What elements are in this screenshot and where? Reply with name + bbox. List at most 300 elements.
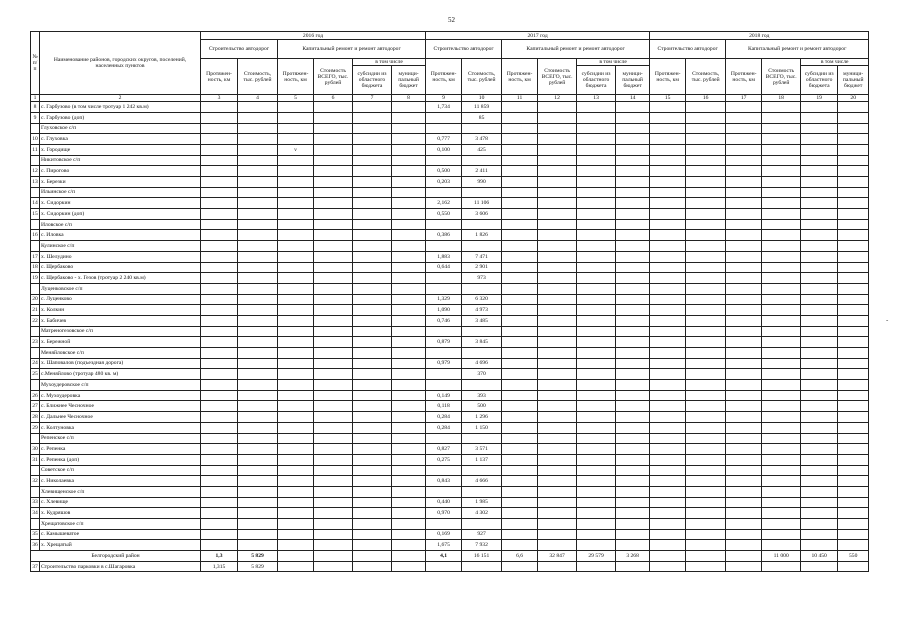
cell-col-12 [538,454,577,465]
cell [762,486,801,497]
cell-col-7 [353,198,392,209]
cell-col-20 [838,508,869,519]
section-name: Никитовское с/п [40,155,201,166]
cell-col-12 [538,273,577,284]
row-number [31,465,40,476]
cell [686,219,726,230]
cell-col-4 [238,102,278,113]
cell-col-15 [650,444,686,455]
cell [314,519,353,530]
cell-col-10: 1 826 [462,230,502,241]
cell [201,241,238,252]
cell [538,380,577,391]
cell-col-8 [392,444,426,455]
table-row [31,444,869,455]
cell-col-12 [538,305,577,316]
cell-col-14 [616,444,650,455]
cell-col-16 [686,209,726,220]
cell [238,348,278,359]
cell-col-10: 500 [462,401,502,412]
row-number: 36 [31,540,40,551]
cell-col-6 [314,230,353,241]
settlement-name: с. Камышеватое [40,529,201,540]
cell-col-15 [650,508,686,519]
cell-col-16 [686,551,726,562]
cell-col-11 [502,369,538,380]
cell-col-14 [616,315,650,326]
cell-col-18 [762,561,801,572]
column-number: 20 [838,95,869,102]
settlement-name: с. Глуховка [40,134,201,145]
cell-col-17 [726,529,762,540]
cell-col-11 [502,134,538,145]
cell [577,187,616,198]
table-row [31,166,869,177]
cell-col-20 [838,529,869,540]
cell [392,380,426,391]
section-name: Кулинское с/п [40,241,201,252]
row-number: 16 [31,230,40,241]
cell [538,283,577,294]
cell-col-13 [577,144,616,155]
cell-col-18 [762,529,801,540]
cell [462,187,502,198]
cell-col-17 [726,166,762,177]
cell [762,187,801,198]
cell-col-9 [426,369,462,380]
cell-col-11 [502,529,538,540]
cell [686,155,726,166]
cell-col-6 [314,422,353,433]
cell [616,123,650,134]
cell-col-8 [392,551,426,562]
row-number: 32 [31,476,40,487]
cell-col-7 [353,454,392,465]
row-number [31,433,40,444]
cell-col-16 [686,315,726,326]
cell-col-3 [201,508,238,519]
cell-col-11 [502,294,538,305]
section-name: Хлевищенское с/п [40,486,201,497]
cell-col-20 [838,273,869,284]
cell [726,123,762,134]
cell-col-4 [238,508,278,519]
row-number: 30 [31,444,40,455]
cell-col-9 [426,112,462,123]
cell-col-9: 0,275 [426,454,462,465]
cell [502,519,538,530]
cell-col-7 [353,166,392,177]
settlement-name: х. Сидоркин (доп) [40,209,201,220]
cell-col-4 [238,315,278,326]
cell-col-9: 0,118 [426,401,462,412]
cell-col-19 [801,209,838,220]
cell [201,465,238,476]
cell [353,155,392,166]
cell-col-19 [801,112,838,123]
row-number: 29 [31,422,40,433]
cell-col-14 [616,273,650,284]
header-capital-2016: Капитальный ремонт и ремонт автодорог [278,40,426,59]
cell-col-10: 85 [462,112,502,123]
section-name: Советское с/п [40,465,201,476]
cell-col-15 [650,561,686,572]
cell-col-12 [538,369,577,380]
row-number: 11 [31,144,40,155]
cell-col-6 [314,540,353,551]
cell-col-7 [353,144,392,155]
cell-col-10: 3 485 [462,315,502,326]
header-cost-total: Стоимость ВСЕГО, тыс. рублей [314,59,353,95]
cell [353,283,392,294]
cell-col-20 [838,262,869,273]
cell-col-12 [538,497,577,508]
cell [838,283,869,294]
cell-col-4 [238,305,278,316]
table-row [31,454,869,465]
column-number: 11 [502,95,538,102]
cell-col-4 [238,369,278,380]
settlement-name: с. Николаевка [40,476,201,487]
cell [801,519,838,530]
cell [650,465,686,476]
cell-col-18 [762,209,801,220]
cell-col-8 [392,262,426,273]
header-year-2017: 2017 год [426,32,650,40]
cell-col-5 [278,134,314,145]
settlement-name: с. Ближнее Чесночное [40,401,201,412]
header-length: Протяжен-ность, км [650,59,686,95]
cell-col-13 [577,369,616,380]
row-number [31,348,40,359]
cell-col-20: 550 [838,551,869,562]
settlement-name: х. Березки [40,177,201,188]
cell-col-3: 1,3 [201,551,238,562]
cell-col-10: 393 [462,390,502,401]
cell-col-20 [838,422,869,433]
cell-col-3 [201,294,238,305]
section-name: Ильинское с/п [40,187,201,198]
cell-col-20 [838,251,869,262]
cell-col-4 [238,529,278,540]
cell-col-5 [278,369,314,380]
cell [616,326,650,337]
cell-col-15 [650,540,686,551]
cell-col-13 [577,198,616,209]
cell-col-11 [502,337,538,348]
cell-col-17 [726,177,762,188]
cell-col-13 [577,305,616,316]
cell [392,241,426,252]
cell-col-18 [762,102,801,113]
cell-col-8 [392,198,426,209]
cell-col-5 [278,177,314,188]
cell [353,486,392,497]
header-cost: Стоимость, тыс. рублей [238,59,278,95]
cell-col-13 [577,273,616,284]
cell-col-20 [838,390,869,401]
cell [762,465,801,476]
cell-col-9: 0,979 [426,358,462,369]
cell-col-12 [538,230,577,241]
cell-col-19 [801,422,838,433]
cell-col-7 [353,112,392,123]
cell [650,519,686,530]
cell-col-18 [762,444,801,455]
cell [426,241,462,252]
cell-col-12 [538,262,577,273]
cell-col-14 [616,262,650,273]
cell [201,283,238,294]
cell-col-15 [650,412,686,423]
cell-col-14 [616,412,650,423]
cell [650,348,686,359]
cell-col-20 [838,369,869,380]
cell-col-6 [314,337,353,348]
cell-col-11 [502,177,538,188]
cell [650,283,686,294]
cell [201,155,238,166]
cell [838,326,869,337]
cell-col-18 [762,294,801,305]
cell [426,123,462,134]
cell-col-12 [538,412,577,423]
cell-col-5 [278,561,314,572]
table-row [31,273,869,284]
section-name: Матреногезовское с/п [40,326,201,337]
settlement-name: х. Шелудино [40,251,201,262]
cell [538,241,577,252]
cell-col-13 [577,337,616,348]
cell-col-14 [616,166,650,177]
cell-col-7 [353,358,392,369]
settlement-section-row [31,433,869,444]
cell-col-11 [502,305,538,316]
cell-col-19 [801,273,838,284]
settlement-section-row [31,519,869,530]
cell-col-17 [726,454,762,465]
table-row [31,230,869,241]
cell-col-6 [314,508,353,519]
header-capital-2018: Капитальный ремонт и ремонт автодорог [726,40,869,59]
cell-col-17 [726,230,762,241]
cell-col-14 [616,112,650,123]
cell-col-15 [650,198,686,209]
cell-col-18 [762,369,801,380]
cell [838,486,869,497]
cell-col-11 [502,412,538,423]
cell-col-11 [502,112,538,123]
cell [201,486,238,497]
cell-col-9 [426,273,462,284]
cell [577,465,616,476]
cell-col-8 [392,422,426,433]
cell [278,187,314,198]
header-num: № п/п [31,32,40,95]
cell-col-18 [762,177,801,188]
table-row [31,529,869,540]
row-number [31,187,40,198]
cell-col-10: 3 606 [462,209,502,220]
cell [616,348,650,359]
cell-col-8 [392,561,426,572]
cell [686,187,726,198]
cell-col-11 [502,561,538,572]
cell [762,348,801,359]
header-cost: Стоимость, тыс. рублей [462,59,502,95]
cell-col-10: 2 411 [462,166,502,177]
cell-col-19 [801,166,838,177]
cell-col-5 [278,262,314,273]
cell-col-12 [538,134,577,145]
cell [838,519,869,530]
cell-col-5 [278,273,314,284]
cell [650,486,686,497]
cell [726,187,762,198]
settlement-name: х. Бережной [40,337,201,348]
cell-col-13 [577,209,616,220]
cell-col-7 [353,209,392,220]
cell-col-11 [502,251,538,262]
cell-col-6 [314,444,353,455]
cell-col-15 [650,315,686,326]
row-number: 21 [31,305,40,316]
cell [726,241,762,252]
cell-col-19 [801,134,838,145]
cell-col-19 [801,102,838,113]
cell-col-14 [616,540,650,551]
cell-col-3 [201,262,238,273]
cell-col-18 [762,508,801,519]
cell-col-15 [650,476,686,487]
cell-col-18 [762,454,801,465]
cell-col-14 [616,369,650,380]
cell-col-11 [502,262,538,273]
cell-col-11 [502,390,538,401]
settlement-name: с. Щербаково - х. Гезов (тротуар 2 240 кв.м) [40,273,201,284]
cell-col-20 [838,294,869,305]
cell-col-6 [314,112,353,123]
cell-col-14 [616,358,650,369]
cell-col-18 [762,112,801,123]
cell-col-6 [314,166,353,177]
cell [238,155,278,166]
cell [838,219,869,230]
table-row [31,476,869,487]
cell [201,519,238,530]
settlement-name: с. Хлевище [40,497,201,508]
settlement-name: с. Дальнее Чесночное [40,412,201,423]
cell-col-10: 7 471 [462,251,502,262]
cell [238,187,278,198]
cell-col-12 [538,390,577,401]
cell-col-17 [726,198,762,209]
section-name: Мухоудеровское с/п [40,380,201,391]
header-name: Наименование районов, городских округов, поселений, населенных пунктов [40,32,201,95]
page-number: 52 [448,16,455,24]
cell [538,187,577,198]
cell-col-11 [502,102,538,113]
header-incl: в том числе [577,59,650,66]
cell [392,283,426,294]
cell-col-13 [577,412,616,423]
cell-col-9: 0,169 [426,529,462,540]
header-subsidy: субсидии из областного бюджета [801,66,838,95]
cell-col-12 [538,209,577,220]
cell-col-14 [616,497,650,508]
cell [616,219,650,230]
row-number: 19 [31,273,40,284]
cell-col-11 [502,444,538,455]
cell-col-14 [616,198,650,209]
cell [426,219,462,230]
cell-col-7 [353,262,392,273]
cell [392,187,426,198]
cell [426,283,462,294]
table-row [31,209,869,220]
cell-col-17 [726,401,762,412]
cell [201,187,238,198]
header-municipal: муници-пальный бюджет [838,66,869,95]
header-cost-total: Стоимость ВСЕГО, тыс. рублей [762,59,801,95]
cell-col-7 [353,177,392,188]
cell-col-8 [392,454,426,465]
cell-col-5 [278,551,314,562]
cell-col-7 [353,444,392,455]
cell [278,283,314,294]
cell [838,465,869,476]
row-number: 20 [31,294,40,305]
cell [278,465,314,476]
cell-col-12 [538,166,577,177]
cell [686,519,726,530]
row-number: 17 [31,251,40,262]
cell-col-8 [392,230,426,241]
cell-col-15 [650,262,686,273]
cell [726,380,762,391]
cell [426,433,462,444]
cell-col-6 [314,102,353,113]
cell [726,219,762,230]
cell-col-4 [238,412,278,423]
cell-col-14 [616,337,650,348]
cell-col-8 [392,144,426,155]
cell-col-17 [726,262,762,273]
cell-col-11 [502,273,538,284]
cell-col-19 [801,476,838,487]
cell-col-20 [838,561,869,572]
cell-col-14 [616,230,650,241]
cell-col-7 [353,401,392,412]
cell-col-5 [278,166,314,177]
cell-col-19: 10 450 [801,551,838,562]
cell-col-15 [650,497,686,508]
column-number: 12 [538,95,577,102]
cell [392,219,426,230]
cell-col-12 [538,540,577,551]
cell-col-17 [726,102,762,113]
cell [392,519,426,530]
cell-col-19 [801,262,838,273]
cell-col-9: 0,386 [426,230,462,241]
header-incl: в том числе [353,59,426,66]
row-number: 8 [31,102,40,113]
cell-col-14 [616,529,650,540]
cell-col-18 [762,305,801,316]
cell [502,155,538,166]
cell-col-20 [838,177,869,188]
settlement-name: с. Иловка [40,230,201,241]
